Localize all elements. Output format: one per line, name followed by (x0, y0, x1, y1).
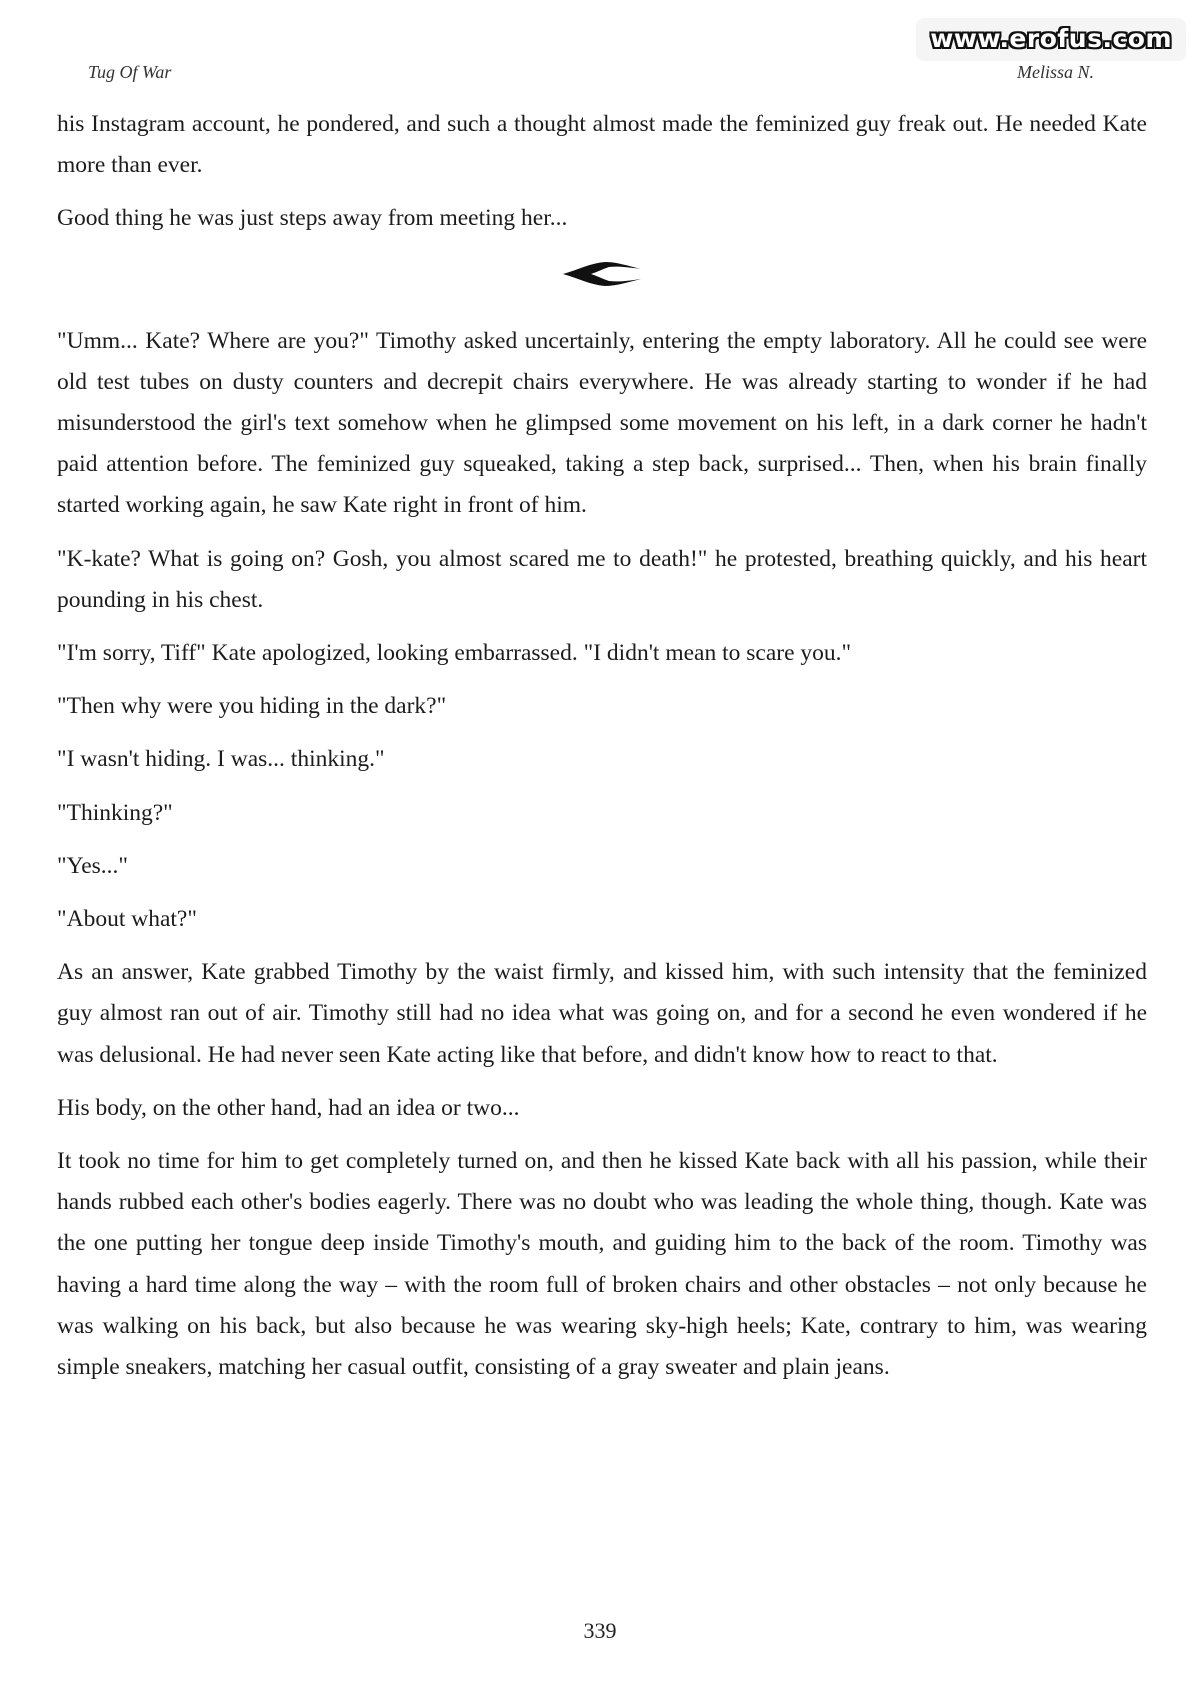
book-title: Tug Of War (88, 62, 172, 82)
watermark: www.erofus.com (916, 18, 1186, 61)
paragraph: Good thing he was just steps away from meeting her... (57, 205, 568, 232)
paragraph: As an answer, Kate grabbed Timothy by the waist firmly, and kissed him, with such intensity that the feminized guy almost ran out of air. Timothy still had no idea what was going on, and for a second he even wondered if he was delusional. He had never seen Kate acting like that before, and didn't know how to react to that. (57, 959, 1147, 1068)
paragraph: "K-kate? What is going on? Gosh, you almost scared me to death!" he protested, breathing quickly, and his heart pounding in his chest. (57, 545, 1147, 613)
paragraph: His body, on the other hand, had an idea or two... (57, 1094, 520, 1121)
running-header (88, 62, 1094, 88)
paragraph: "Yes..." (57, 852, 129, 879)
paragraph: "I'm sorry, Tiff" Kate apologized, looking embarrassed. "I didn't mean to scare you." (57, 640, 852, 667)
scene-break-ornament-icon (561, 250, 643, 298)
paragraph: his Instagram account, he pondered, and such a thought almost made the feminized guy freak out. He needed Kate more than ever. (57, 111, 1147, 179)
body-text (57, 104, 1147, 1400)
paragraph: "Thinking?" (57, 799, 173, 826)
paragraph: "I wasn't hiding. I was... thinking." (57, 746, 385, 773)
page-number: 339 (583, 1618, 617, 1643)
paragraph: "Umm... Kate? Where are you?" Timothy asked uncertainly, entering the empty laboratory. All he could see were old test tubes on dusty counters and decrepit chairs everywhere. He was already starting to wonder if he had misunderstood the girl's text somehow when he glimpsed some movement on his left, in a dark corner he hadn't paid attention before. The feminized guy squeaked, taking a step back, surprised... Then, when his brain finally started working again, he saw Kate right in front of him. (57, 327, 1147, 519)
paragraph: "About what?" (57, 906, 197, 933)
scene-break (57, 250, 1147, 298)
paragraph: It took no time for him to get completely turned on, and then he kissed Kate back with all his passion, while their hands rubbed each other's bodies eagerly. There was no doubt who was leading the whole thing, though. Kate was the one putting her tongue deep inside Timothy's mouth, and guiding him to the back of the room. Timothy was having a hard time along the way – with the room full of broken chairs and other obstacles – not only because he was walking on his back, but also because he was wearing sky-high heels; Kate, contrary to him, was wearing simple sneakers, matching her casual outfit, consisting of a gray sweater and plain jeans. (57, 1148, 1147, 1381)
paragraph: "Then why were you hiding in the dark?" (57, 693, 447, 720)
author-name: Melissa N. (1016, 62, 1094, 82)
